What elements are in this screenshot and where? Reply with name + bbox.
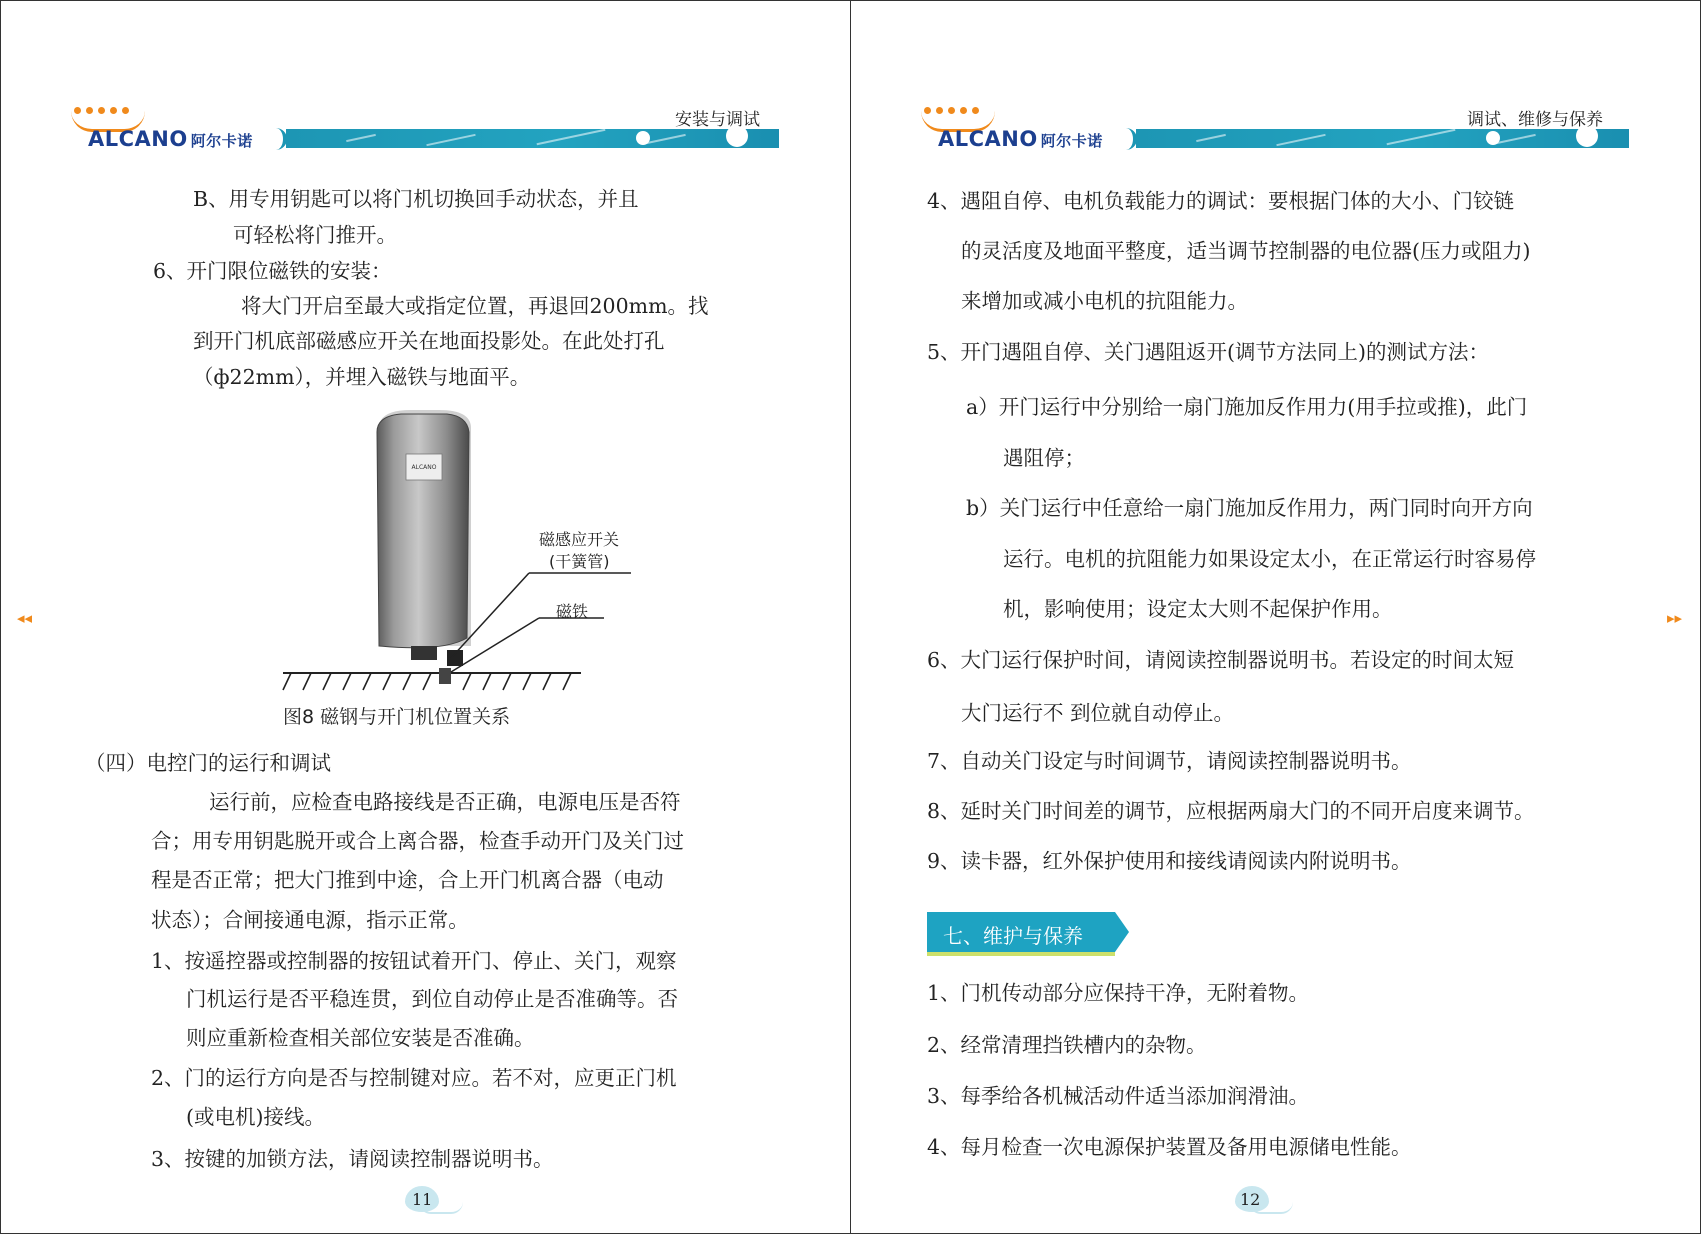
section-banner-title: 七、维护与保养 <box>943 924 1083 948</box>
list-item: 门机运行是否平稳连贯，到位自动停止是否准确等。否 <box>186 987 678 1011</box>
figure-caption: 图8 磁钢与开门机位置关系 <box>283 706 511 728</box>
list-item: 4、遇阻自停、电机负载能力的调试：要根据门体的大小、门铰链 <box>927 189 1515 213</box>
right-page <box>850 0 1701 1234</box>
list-item: 1、门机传动部分应保持干净，无附着物。 <box>927 981 1310 1005</box>
list-item: a）开门运行中分别给一扇门施加反作用力(用手拉或推)，此门 <box>966 395 1528 419</box>
page-number: 11 <box>412 1190 433 1209</box>
section-title: 安装与调试 <box>675 110 760 130</box>
list-item: 8、延时关门时间差的调节，应根据两扇大门的不同开启度来调节。 <box>927 799 1535 823</box>
list-item: 来增加或减小电机的抗阻能力。 <box>961 289 1248 313</box>
brand-logo: ALCANO 阿尔卡诺 <box>88 127 253 151</box>
list-item: 6、大门运行保护时间，请阅读控制器说明书。若设定的时间太短 <box>927 648 1515 672</box>
text-line: 到开门机底部磁感应开关在地面投影处。在此处打孔 <box>193 329 665 353</box>
list-item: 3、按键的加锁方法，请阅读控制器说明书。 <box>151 1147 554 1171</box>
figure-label-magnet: 磁铁 <box>556 602 589 621</box>
list-item: 2、门的运行方向是否与控制键对应。若不对，应更正门机 <box>151 1066 677 1090</box>
text-line: B、用专用钥匙可以将门机切换回手动状态，并且 <box>193 187 639 211</box>
figure-label-switch: 磁感应开关 <box>539 530 620 549</box>
text-line: 运行前，应检查电路接线是否正确，电源电压是否符 <box>209 790 681 814</box>
magnet <box>439 668 451 684</box>
prev-page-arrow-icon[interactable]: ◂◂ <box>17 609 33 627</box>
list-item: 9、读卡器，红外保护使用和接线请阅读内附说明书。 <box>927 849 1412 873</box>
header-band <box>1136 129 1629 148</box>
next-page-arrow-icon[interactable]: ▸▸ <box>1667 609 1683 627</box>
list-item: 2、经常清理挡铁槽内的杂物。 <box>927 1033 1207 1057</box>
header-band-cap <box>269 128 287 150</box>
list-item: 大门运行不 到位就自动停止。 <box>961 701 1235 725</box>
list-item: 4、每月检查一次电源保护装置及备用电源储电性能。 <box>927 1135 1412 1159</box>
list-item: 的灵活度及地面平整度，适当调节控制器的电位器(压力或阻力) <box>961 239 1531 263</box>
list-item: 3、每季给各机械活动件适当添加润滑油。 <box>927 1084 1310 1108</box>
list-item: 机，影响使用；设定太大则不起保护作用。 <box>1003 597 1393 621</box>
page-number: 12 <box>1240 1190 1261 1209</box>
text-line: 可轻松将门推开。 <box>233 223 397 247</box>
subsection-heading: （四）电控门的运行和调试 <box>85 751 331 775</box>
list-item: 1、按遥控器或控制器的按钮试着开门、停止、关门，观察 <box>151 949 677 973</box>
list-item: 则应重新检查相关部位安装是否准确。 <box>186 1026 535 1050</box>
text-line: 合；用专用钥匙脱开或合上离合器，检查手动开门及关门过 <box>151 829 684 853</box>
brand-logo: ALCANO 阿尔卡诺 <box>938 127 1103 151</box>
figure-label-switch-sub: (干簧管) <box>549 552 610 571</box>
section-title: 调试、维修与保养 <box>1467 110 1603 130</box>
list-item: 7、自动关门设定与时间调节，请阅读控制器说明书。 <box>927 749 1412 773</box>
list-item: 遇阻停； <box>1003 446 1085 470</box>
list-item: (或电机)接线。 <box>186 1105 325 1129</box>
list-item: 运行。电机的抗阻能力如果设定太小，在正常运行时容易停 <box>1003 547 1536 571</box>
text-line: 将大门开启至最大或指定位置，再退回200mm。找 <box>241 294 709 318</box>
nameplate-brand: ALCANO <box>411 464 437 471</box>
header-band-cap <box>1119 128 1137 150</box>
text-line: 状态）；合闸接通电源，指示正常。 <box>151 908 469 932</box>
list-item: b）关门运行中任意给一扇门施加反作用力，两门同时向开方向 <box>966 496 1533 520</box>
section-banner-tip <box>1115 912 1129 952</box>
list-item: 5、开门遇阻自停、关门遇阻返开(调节方法同上)的测试方法： <box>927 340 1490 364</box>
text-line: 程是否正常；把大门推到中途，合上开门机离合器（电动 <box>151 868 664 892</box>
text-line: 6、开门限位磁铁的安装： <box>153 259 392 283</box>
header-band <box>286 129 779 148</box>
text-line: （ф22mm），并埋入磁铁与地面平。 <box>193 365 531 389</box>
